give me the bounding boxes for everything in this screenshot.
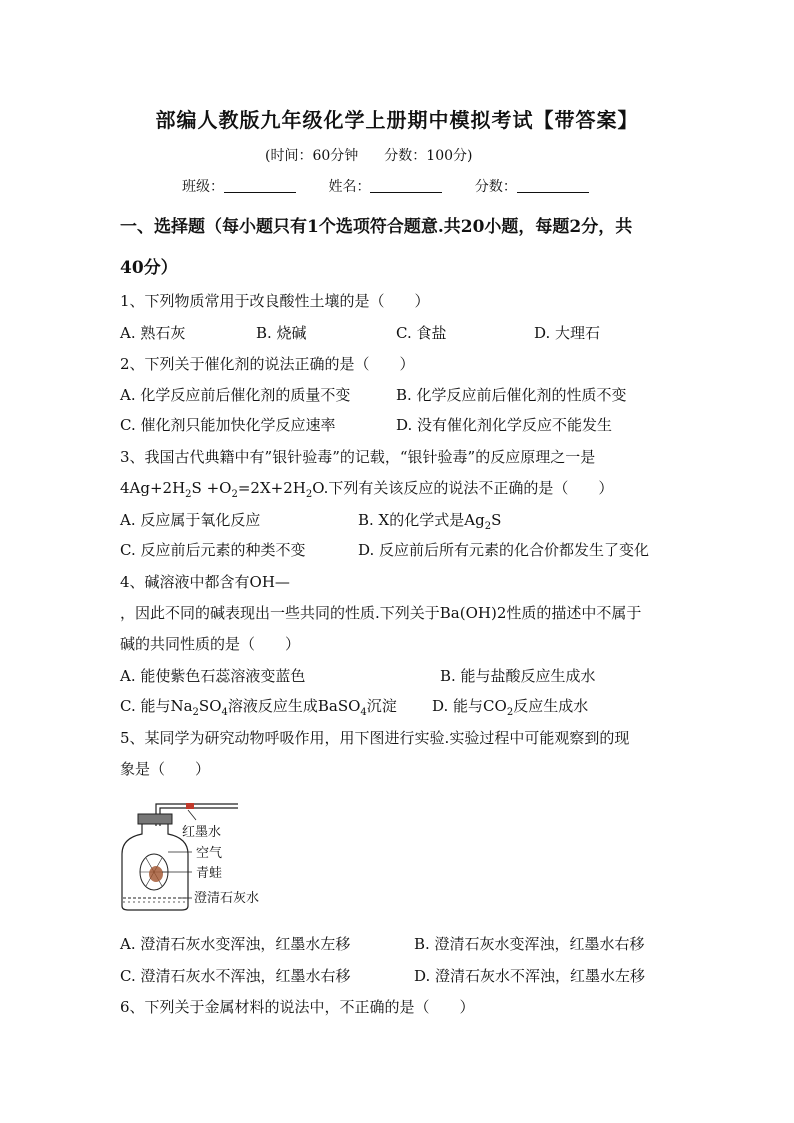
question-3-option-d[interactable]: D. 反应前后所有元素的化合价都发生了变化 — [358, 541, 650, 559]
question-4-stem-line2: ，因此不同的碱表现出一些共同的性质.下列关于Ba(OH)2性质的描述中不属于 — [120, 604, 642, 622]
question-4-option-d[interactable]: D. 能与$CO_2$反应生成水 — [432, 697, 589, 718]
label-lime-water: 澄清石灰水 — [194, 891, 260, 906]
question-2-option-a[interactable]: A. 化学反应前后催化剂的质量不变 — [120, 386, 351, 404]
exam-time: (时间：60分钟 — [265, 148, 359, 164]
question-4-stem-line3: 碱的共同性质的是（ ） — [120, 635, 301, 653]
question-5-stem-line1: 5、某同学为研究动物呼吸作用，用下图进行实验.实验过程中可能观察到的现 — [120, 729, 630, 747]
question-1-option-b[interactable]: B. 烧碱 — [256, 324, 307, 342]
score-label: 分数： — [474, 179, 517, 195]
question-4-option-a[interactable]: A. 能使紫色石蕊溶液变蓝色 — [120, 667, 306, 685]
question-2-stem: 2、下列关于催化剂的说法正确的是（ ） — [120, 355, 415, 373]
rubber-stopper — [138, 814, 172, 824]
question-1-stem: 1、下列物质常用于改良酸性土壤的是（ ） — [120, 292, 430, 310]
student-fields — [182, 176, 589, 196]
question-5-option-b[interactable]: B. 澄清石灰水变浑浊，红墨水右移 — [414, 935, 645, 953]
score-blank[interactable] — [517, 178, 589, 193]
question-3-stem-line1: 3、我国古代典籍中有”银针验毒”的记载，“银针验毒”的反应原理之一是 — [120, 448, 596, 466]
question-6-stem: 6、下列关于金属材料的说法中，不正确的是（ ） — [120, 998, 475, 1016]
question-3-option-b[interactable]: B. X的化学式是$Ag_2S$ — [358, 511, 502, 532]
name-label: 姓名： — [328, 179, 371, 195]
class-blank[interactable] — [224, 178, 296, 193]
question-3-option-a[interactable]: A. 反应属于氧化反应 — [120, 511, 261, 529]
question-1-option-c[interactable]: C. 食盐 — [396, 324, 447, 342]
question-4-stem-line1: 4、碱溶液中都含有OH— — [120, 573, 290, 591]
class-label: 班级： — [182, 179, 224, 195]
exam-total-score: 分数：100分) — [384, 148, 473, 164]
name-blank[interactable] — [370, 178, 442, 193]
exam-info — [265, 145, 472, 165]
question-5-option-d[interactable]: D. 澄清石灰水不浑浊，红墨水左移 — [414, 967, 646, 985]
question-3-option-c[interactable]: C. 反应前后元素的种类不变 — [120, 541, 306, 559]
label-red-ink: 红墨水 — [182, 825, 222, 840]
frog — [149, 866, 163, 882]
question-5-stem-line2: 象是（ ） — [120, 760, 211, 778]
page-title: 部编人教版九年级化学上册期中模拟考试【带答案】 — [155, 108, 639, 132]
section-heading-line2: 40分） — [120, 258, 178, 278]
question-4-option-b[interactable]: B. 能与盐酸反应生成水 — [440, 667, 596, 685]
question-1-option-d[interactable]: D. 大理石 — [534, 324, 601, 342]
label-frog: 青蛙 — [196, 866, 223, 881]
question-4-option-c[interactable]: C. 能与$Na_2SO_4$溶液反应生成BaSO$_4$沉淀 — [120, 697, 397, 718]
question-5-option-a[interactable]: A. 澄清石灰水变浑浊，红墨水左移 — [120, 935, 351, 953]
section-heading-line1: 一、选择题（每小题只有1个选项符合题意.共20小题，每题2分，共 — [120, 217, 633, 237]
question-2-option-c[interactable]: C. 催化剂只能加快化学反应速率 — [120, 416, 336, 434]
question-1-option-a[interactable]: A. 熟石灰 — [120, 324, 186, 342]
label-air: 空气 — [196, 846, 223, 861]
question-2-option-d[interactable]: D. 没有催化剂化学反应不能发生 — [396, 416, 613, 434]
respiration-experiment-figure — [118, 798, 288, 914]
question-5-option-c[interactable]: C. 澄清石灰水不浑浊，红墨水右移 — [120, 967, 351, 985]
question-3-stem-line2: $4Ag+2H_2S +O_2=2X+2H_2O$.下列有关该反应的说法不正确的是（ ） — [120, 479, 614, 500]
question-2-option-b[interactable]: B. 化学反应前后催化剂的性质不变 — [396, 386, 627, 404]
red-ink-drop — [186, 803, 194, 809]
